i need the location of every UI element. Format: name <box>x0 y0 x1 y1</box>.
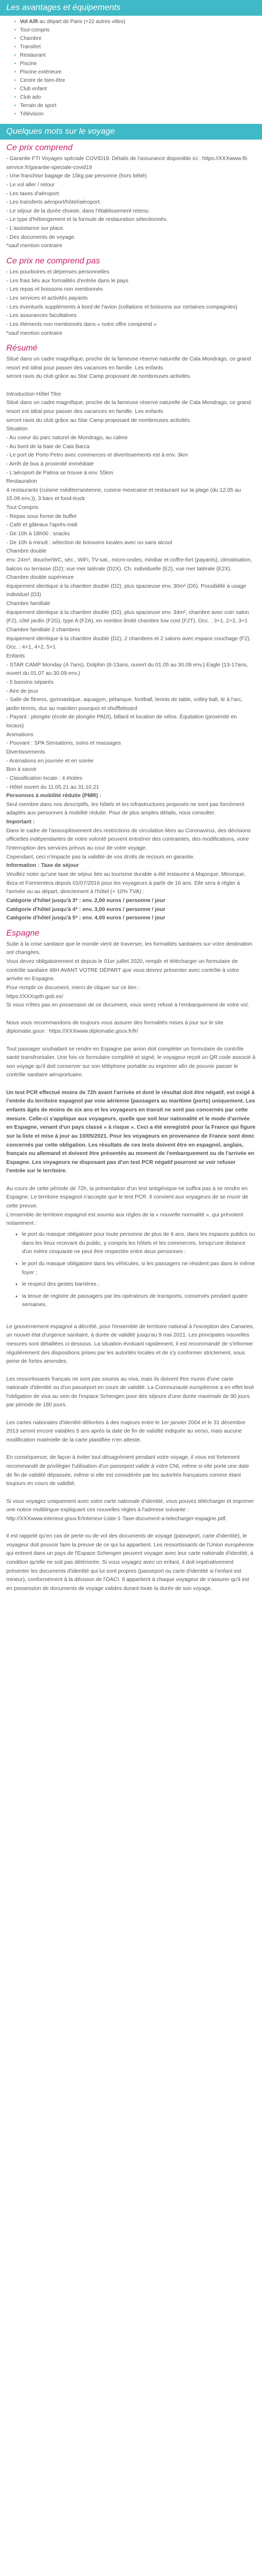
text-line: - Café et gâteaux l'après-midi <box>6 522 78 528</box>
text-line: - Hôtel ouvert du 11.05.21 au 31.10.21 <box>6 784 100 790</box>
text-line: Bon à savoir <box>6 767 37 773</box>
text-line: - Classification locale : 4 étoiles <box>6 775 82 781</box>
excludes-title: Ce prix ne comprend pas <box>6 257 100 266</box>
spain-paragraph <box>6 1523 256 1532</box>
text-line: équipement identique à la chambre double (D2), plus spacieuse env. 30m² (D5). Possibilité à usage individuel (D3) <box>6 583 246 598</box>
text-line: - Les transferts aéroport/hôtel/aéroport. <box>6 199 101 206</box>
text-line: - De 10h à 18h00 : snacks <box>6 531 70 537</box>
text-line: Introduction Hôtel Titre <box>6 391 61 397</box>
text-line: seront ravis du club grâce au Star Camp proposant de nombreuses activités. <box>6 374 191 380</box>
text-line: Catégorie d'hôtel jusqu'à 3* : env. 2,00 euros / personne / jour <box>6 897 166 904</box>
spain-paragraph: Il est rappelé qu'en cas de perte ou de vol des documents de voyage (passeport, carte d'identité), le voyageur doit pouvoir faire la preuve de ce qui lui appartient. Les ressortissants de l'Union européenne qui entrent dans un pays de l'Espace Schengen peuvent voyager avec leur carte nationale d'identité, à condition qu'elle ne soit pas détériorée. Si vous voyagez avec un enfant, il doit impérativement présenter les documents d'identité qui lui sont propres (passeport ou carte d'identité si l'enfant est mineur), conformément à la décision de l'OACI. Il appartient à chaque voyageur de s'assurer qu'il est en possession de documents de voyage valides durant toute la durée de son voyage. <box>6 1533 254 1592</box>
text-line: Information : Taxe de séjour <box>6 863 79 869</box>
spain-paragraph: Nous vous recommandons de toujours vous assurer des formalités mises à jour sur le site diplomatie.gouv : https://XXXwww.diplomatie.gouv.fr/fr/ <box>6 1020 224 1035</box>
amenity-label: Chambre <box>20 36 42 41</box>
text-line: - Le séjour de la durée choisie, dans l'établissement retenu. <box>6 208 150 214</box>
text-line: - Les repas et boissons non mentionnés <box>6 287 103 293</box>
about-banner: Quelques mots sur le voyage <box>0 124 262 140</box>
text-line: Chambre familiale <box>6 601 50 607</box>
spain-paragraph <box>6 1314 256 1323</box>
text-line: - L'aéroport de Palma se trouve à env. 55km <box>6 470 113 476</box>
amenity-item <box>20 51 262 60</box>
amenity-item <box>20 93 262 102</box>
text-line: - Salle de fitness, gymnastique, aquagym, pétanque, football, tennis de table, volley ball, tir à l'arc, jardin tennis, duc au maintien pourquoi et shuffleboard <box>6 697 243 712</box>
amenity-detail: au départ de Paris (+22 autres villes) <box>38 19 125 25</box>
text-line: Cependant, ceci n'impacte pas la validité de vos droits de recours en garantie. <box>6 854 195 860</box>
text-line: seront ravis du club grâce au Star Camp proposant de nombreuses activités. <box>6 417 191 423</box>
text-line: Enfants <box>6 653 25 659</box>
includes-text <box>6 155 256 251</box>
spain-paragraph: Si vous n'êtes pas en possession de ce document, vous serez refusé à l'embarquement de votre vol. <box>6 1002 249 1009</box>
text-line: Veuillez noter qu'une taxe de séjour liée au tourisme durable a été instaurée à Majorque, Minorque, Ibiza et Formentera depuis 01/07/2016 pour les voyageurs à partir de 16 ans. Elle sera à régler à l'arrivée ou au départ, directement à l'hôtel (+ 10% TVA) : <box>6 871 246 895</box>
text-line: - 5 bassins séparés <box>6 679 54 685</box>
measure-item: • le port du masque obligatoire pour toute personne de plus de 6 ans, dans les espaces publics ou dans les lieux recevant du public, y compris les hôtels et les commerces, lorsqu'une distance d'un mètre cinquante ne peut être respectée entre deux personnes ; <box>22 1231 256 1257</box>
text-line: Divertissements <box>6 749 45 755</box>
spain-paragraph: https://XXXspth.gob.es/ <box>6 993 63 1000</box>
text-line: - Les frais liés aux formalités d'entrée dans le pays <box>6 278 128 284</box>
text-line: - Au coeur du parc naturel de Mondrago, au calme <box>6 434 128 441</box>
text-line: - Arrêt de bus à proximité immédiate <box>6 461 94 467</box>
spain-paragraph <box>6 1366 256 1375</box>
amenity-item <box>20 77 262 85</box>
text-line: Important : <box>6 819 35 825</box>
amenity-item <box>20 68 262 77</box>
measure-item: • le port du masque obligatoire dans les véhicules, si les passagers ne résident pas dans le même foyer ; <box>22 1260 256 1277</box>
text-line: Catégorie d'hôtel jusqu'à 5* : env. 4,00 euros / personne / jour <box>6 915 166 921</box>
text-line: - Au bord de la baie de Cala Barca <box>6 443 90 450</box>
spain-paragraph: Pour remplir ce document, merci de cliquer sur ce lien : <box>6 985 140 991</box>
text-line: - Les assurances facultatives <box>6 313 77 319</box>
spain-paragraph: Un test PCR effectué moins de 72h avant l'arrivée et dont le résultat doit être négatif, est exigé à l'entrée du territoire espagnol par voie aérienne (passagers au maritime (ports) uniquement. Les enfants âgés de moins de six ans et les voyageurs en transit ne sont pas concernés par cette mesure. Celle-ci s'applique aux voyageurs, quelle que soit leur nationalité et le mode d'arrivée en Espagne, venant d'un pays classé « à risque ». Ceci a été enregistré pour la France qui figure sur la liste et mise à jour au 10/05/2021. Pour les voyageurs en provenance de France sont donc concernés par cette obligation. Les résultats de ces tests doivent être en espagnol, anglais, français ou allemand et doivent être présentés au moment de l'embarquement ou de l'arrivée en Espagne. Les voyageurs ne disposant pas d'un test PCR négatif pourront se voir refuser l'entrée sur le territoire. <box>6 1089 256 1174</box>
text-line: *sauf mention contraire <box>6 330 62 336</box>
spain-text <box>6 940 256 1594</box>
text-line: - Aire de jeux <box>6 688 38 694</box>
amenity-label: Restaurant <box>20 52 46 58</box>
text-line: - Une franchise bagage de 15kg par personne (hors bébé) <box>6 173 147 179</box>
amenity-label: Club ado <box>20 94 41 100</box>
spain-paragraph <box>6 1489 256 1498</box>
amenity-label: Vol A/R <box>20 19 38 25</box>
text-line: Seul membre dans nos descriptifs, les hôtels et les infrastructures proposés ne sont pas forcément adaptés aux personnes à mobilité réduite. Pour de plus amples détails, nous consulter. <box>6 801 244 817</box>
text-line: - Le vol aller / retour <box>6 182 55 188</box>
amenity-label: Club enfant <box>20 86 47 92</box>
spain-paragraph: Les cartes nationales d'identité délivrées à des majeurs entre le 1er janvier 2004 et le 31 décembre 2013 seront encore valables 5 ans après la date de fin de validité indiquée au verso, mais aucune modification matérielle de la carte plastifiée n'en atteste. <box>6 1419 245 1444</box>
spain-paragraph <box>6 1176 256 1185</box>
amenity-label: Piscine extérieure <box>20 69 62 75</box>
text-line: Tout Compris <box>6 505 39 511</box>
text-line: Personnes à mobilité réduite (PMR) : <box>6 793 102 799</box>
text-line: Chambre familiale 2 chambres <box>6 627 80 633</box>
spain-paragraph: Au cours de cette période de 72h, la présentation d'un test antigénique ne suffira pas à se rendre en Espagne. Le territoire espagnol n'accepte que le test PCR. Il convient aux voyageurs de se munir de cette preuve. <box>6 1185 248 1210</box>
spain-paragraph: L'ensemble de territoire espagnol est soumis aux règles de la « nouvelle normalité », qui prévoient notamment : <box>6 1212 243 1227</box>
amenity-item <box>20 85 262 93</box>
text-line: - STAR CAMP Monday (4-7ans), Dolphin (8-13ans, ouvert du 01.05 au 30.09 env.) Eagle (13-17ans, ouvert du 01.07 au 30.09 env.) <box>6 662 248 677</box>
text-line: Situé dans un cadre magnifique, proche de la fameuse réserve naturelle de Cala Mondrago, ce grand resort est idéal pour passer des vacances en famille. Les enfants <box>6 400 251 415</box>
spain-paragraph: Tout passager souhaitant se rendre en Espagne par avion doit compléter un formulaire de contrôle santé transfrontalier. Une fois ce formulaire complété et signé, le voyageur reçoit un QR code associé à son voyage qu'il doit conserver sur son téléphone portable ou imprimer afin de pouvoir passer le contrôle sanitaire aéroportuaire. <box>6 1046 256 1078</box>
text-line: - Les taxes d'aéroport. <box>6 190 61 197</box>
amenity-label: Terrain de sport <box>20 103 57 109</box>
spain-paragraph <box>6 1036 256 1045</box>
text-line: Situation <box>6 426 28 432</box>
spain-paragraph <box>6 1010 256 1019</box>
text-line: - Les éléments non mentionnés dans « notre offre comprend » <box>6 321 157 327</box>
amenities-banner: Les avantages et équipements <box>0 0 262 16</box>
summary-title: Résumé <box>6 344 38 353</box>
excludes-text <box>6 268 256 338</box>
text-line: *sauf mention contraire <box>6 243 62 249</box>
amenity-label: Télévision <box>20 111 44 117</box>
amenity-item <box>20 35 262 43</box>
text-line: Chambre double supérieure <box>6 575 74 581</box>
spain-paragraph: Suite à la crise sanitaire que le monde vient de traverser, les formalités sanitaires sur votre destination ont changées. <box>6 941 253 956</box>
text-line: Dans le cadre de l'assouplissement des restrictions de circulation liées au Coronavirus, des décisions officielles indépendantes de notre volonté peuvent entraîner des contraintes, des modifications, voire l'interruption des services prévus au cour de votre voyage. <box>6 828 251 852</box>
text-line: - Le port de Porto Petro avec commerces et divertissements est à env. 3km <box>6 452 188 459</box>
amenities-list <box>0 16 262 124</box>
amenity-label: Transfert <box>20 44 41 50</box>
includes-title: Ce prix comprend <box>6 143 73 152</box>
text-line: - Garantie FTI Voyages spéciale COVID19. Détails de l'assurance disponible ici : https://XXXwww.fti-service.fr/garantie-speciale-covid19 <box>6 156 249 171</box>
measure-item: • le respect des gestes barrières ; <box>22 1280 256 1289</box>
text-line: env. 24m², douche/WC, sèc., WiFi, TV-sat., micro-ondes, minibar et coffre-fort (payants), climatisation, balcon ou terrasse (D2); vue mer latérale (D2X). Ch. individuelle (E2), vue mer latérale (E2X). <box>6 557 252 572</box>
text-line: - Payant : plongée (école de plongée PADI), billard et location de vélos. Équitation (proximité en locaux) <box>6 714 237 729</box>
text-line: - Les éventuels suppléments à bord de l'avion (collations et boissons sur certaines compagnies) <box>6 304 237 310</box>
text-line: - Le type d'hébergement et la formule de restauration sélectionnés. <box>6 217 168 223</box>
spain-paragraph: Vous devez obligatoirement et depuis le 01er juillet 2020, remplir et télécharger un formulaire de contrôle sanitaire 48H AVANT VOTRE DÉPART que vous devrez présenter avec contrôle à votre arrivée en Espagne. <box>6 959 239 982</box>
spain-paragraph <box>6 1445 256 1454</box>
spain-title: Espagne <box>6 928 40 938</box>
text-line: - Repas sous forme de buffet <box>6 513 77 520</box>
text-line: Situé dans un cadre magnifique, proche de la fameuse réserve naturelle de Cala Mondrago, ce grand resort est idéal pour passer des vacances en famille. Les enfants <box>6 356 251 371</box>
text-line: - Pouvant : SPA Sensations, soins et massages <box>6 740 121 747</box>
spain-paragraph: Si vous voyagez uniquement avec votre carte nationale d'identité, vous pouvez télécharger et imprimer une notice multilingue expliquant ces nouvelles règles à l'adresse suivante : http://XXXwww.interieur.gouv.fr/Interieur-Liste-1-Taxe-document-a-telecharger-espagne.pdf. <box>6 1498 254 1522</box>
amenity-item <box>20 43 262 51</box>
measure-item: • la tenue de registre de passagers par les opérateurs de transports, conservés pendant quatre semaines. <box>22 1292 256 1310</box>
amenity-label: Tout compris <box>20 27 50 33</box>
text-line: - Les pourboires et dépenses personnelles <box>6 269 110 275</box>
trip-content <box>0 140 262 1599</box>
text-line: - Des documents de voyage. <box>6 234 76 240</box>
text-line: - Les services et activités payants <box>6 295 88 301</box>
text-line: équipement identique à la chambre double (D2), 2 chambres et 2 salons avec espace couchage (F2). Occ. : 4+1, 4+2, 5+1 <box>6 635 251 651</box>
text-line: - Animations en journée et en soirée <box>6 758 94 764</box>
amenity-item <box>20 26 262 35</box>
spain-paragraph: En conséquence, de façon à éviter tout désagrément pendant votre voyage, il vous est fortement recommandé de privilégier l'utilisation d'un passeport valide à votre CNI, même si elle porte une date de fin de validité dépassée, même si elle est considérée par les autorités françaises comme étant toujours en cours de validité. <box>6 1455 249 1487</box>
text-line: 4 restaurants (cuisine méditerranéenne, cuisine mexicaine et restaurant sur la plage (du 12.05 au 15.09 env.)), 3 bars et food-truck <box>6 487 241 502</box>
spain-paragraph <box>6 1410 256 1419</box>
amenity-item <box>20 110 262 119</box>
amenity-item <box>20 102 262 110</box>
spain-paragraph <box>6 1080 256 1089</box>
summary-text <box>6 355 256 923</box>
amenity-item <box>20 60 262 68</box>
text-line: Restauration <box>6 479 37 485</box>
amenity-label: Centre de bien-être <box>20 78 66 83</box>
spain-paragraph: Les ressortissants français ne sont pas soumis au visa, mais ils doivent être munis d'une carte nationale d'identité ou d'un passeport en cours de validité. La Communauté européenne a en effet levé l'obligation de visa au sein de l'espace Schengen pour des séjours d'une durée maximale de 90 jours par période de 180 jours. <box>6 1376 254 1408</box>
text-line: - L'assistance sur place. <box>6 226 65 232</box>
spain-paragraph: Le gouvernement espagnol a décrété, pour l'ensemble de territoire national à l'exception des Canaries, un nouvel état d'urgence sanitaire, à durée de validité jusqu'au 9 mai 2021. Les principales nouvelles mesures sont détaillées ci-dessous. La situation évoluant rapidement, il est recommandé de s'informer régulièrement des dispositions prises par les autorités locales et de s'y conformer strictement, sous peine de fortes amendes. <box>6 1323 254 1365</box>
text-line: équipement identique à la chambre double (D2), plus spacieuse env. 34m², chambre avec coin salon (F2), côté jardin (F2G), type A (F2A), en nombre limité chambre low cost (F2T). Occ. : 3+1, 2+2, 3+1 <box>6 609 249 624</box>
amenity-item <box>20 18 262 26</box>
text-line: Animations <box>6 732 34 738</box>
text-line <box>6 381 256 390</box>
text-line: Catégorie d'hôtel jusqu'à 4* : env. 3,00 euros / personne / jour <box>6 906 166 913</box>
text-line: Chambre double <box>6 548 47 555</box>
text-line: - De 10h à minuit : sélection de boissons locales avec ou sans alcool <box>6 539 172 546</box>
measures-list <box>6 1231 256 1310</box>
amenity-label: Piscine <box>20 61 37 67</box>
